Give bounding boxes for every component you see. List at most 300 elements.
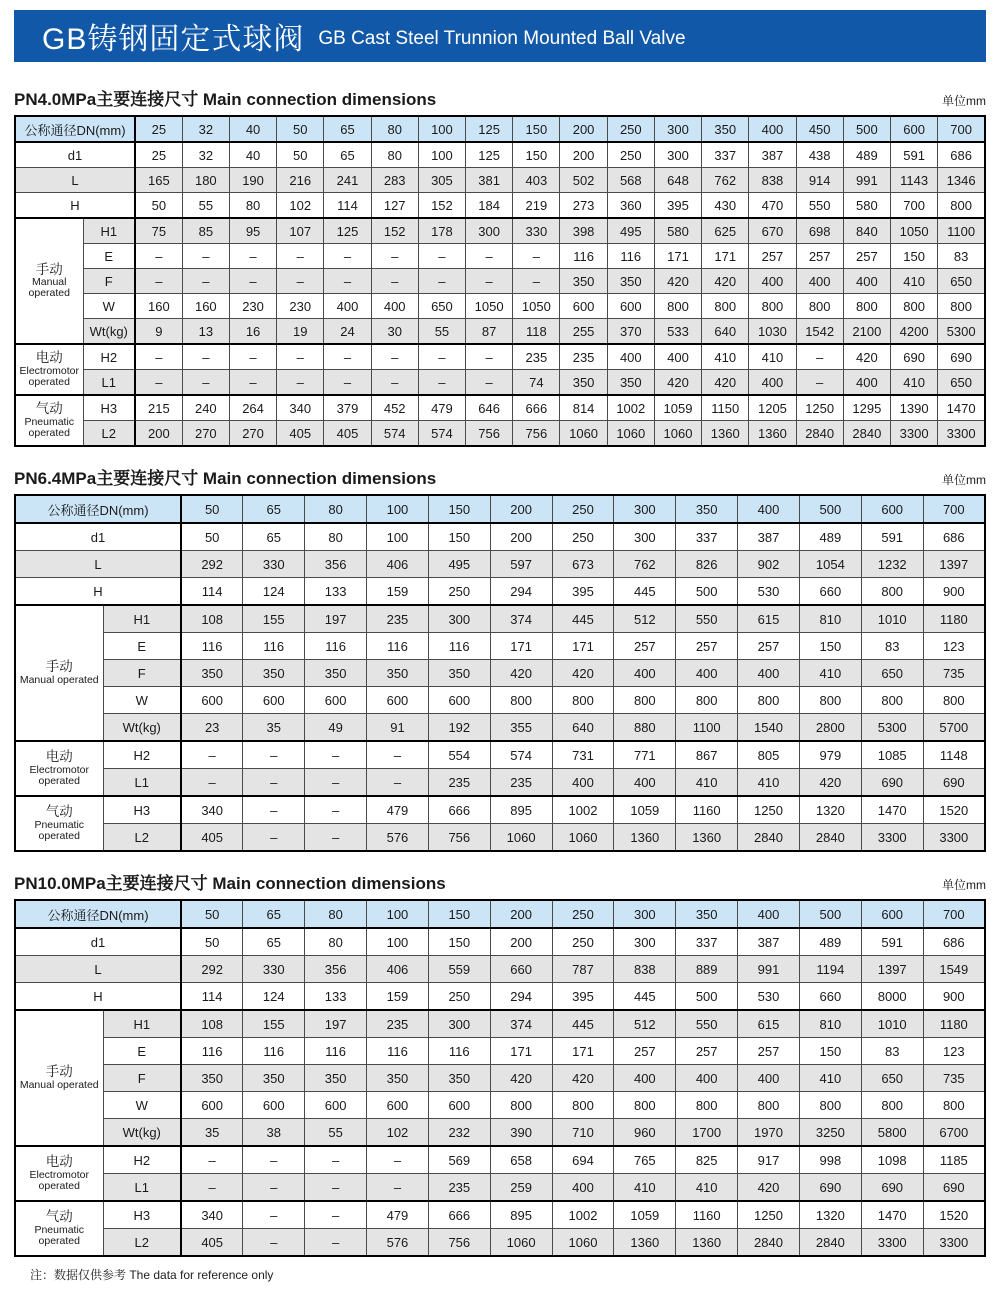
table-row	[15, 1038, 985, 1065]
value-cell: 1360	[676, 824, 738, 852]
value-cell: 2840	[738, 1229, 800, 1257]
section-header	[14, 869, 986, 894]
value-cell: 410	[799, 660, 861, 687]
value-cell: –	[277, 344, 324, 370]
value-cell: 200	[560, 142, 607, 168]
value-cell: 381	[466, 168, 513, 193]
value-cell: 1470	[861, 1201, 923, 1229]
dn-column-header: 50	[181, 495, 243, 523]
value-cell: 1010	[861, 1010, 923, 1038]
operation-group-label	[15, 741, 103, 796]
tables-container	[14, 85, 986, 1257]
value-cell: –	[243, 1174, 305, 1202]
value-cell: –	[324, 244, 371, 269]
row-label: F	[83, 269, 135, 294]
row-label: L1	[83, 370, 135, 396]
value-cell: 640	[702, 319, 749, 345]
value-cell: 800	[923, 1092, 985, 1119]
value-cell: 420	[843, 344, 890, 370]
row-label: H2	[103, 741, 181, 769]
value-cell: 400	[552, 1174, 614, 1202]
value-cell: 152	[418, 193, 465, 219]
value-cell: 800	[654, 294, 701, 319]
value-cell: 300	[428, 605, 490, 633]
value-cell: –	[277, 269, 324, 294]
value-cell: –	[305, 1146, 367, 1174]
dn-column-header: 250	[607, 116, 654, 142]
value-cell: 880	[614, 714, 676, 742]
value-cell: 400	[607, 344, 654, 370]
value-cell: 171	[490, 633, 552, 660]
group-label-en: Electromotor operated	[29, 1168, 90, 1192]
value-cell: 800	[938, 193, 985, 219]
value-cell: 600	[367, 1092, 429, 1119]
value-cell: 765	[614, 1146, 676, 1174]
value-cell: 257	[676, 1038, 738, 1065]
value-cell: 1360	[614, 824, 676, 852]
value-cell: 420	[702, 269, 749, 294]
dn-column-header: 65	[243, 900, 305, 928]
value-cell: –	[796, 344, 843, 370]
value-cell: 3250	[799, 1119, 861, 1147]
value-cell: 660	[799, 983, 861, 1011]
value-cell: 756	[466, 421, 513, 447]
value-cell: 756	[428, 824, 490, 852]
table-row	[15, 1146, 985, 1174]
value-cell: –	[418, 370, 465, 396]
group-label-en: Manual operated	[19, 673, 99, 686]
value-cell: 735	[923, 660, 985, 687]
page-title-en: GB Cast Steel Trunnion Mounted Ball Valve	[318, 28, 686, 49]
row-label: L2	[103, 1229, 181, 1257]
value-cell: 690	[799, 1174, 861, 1202]
value-cell: 13	[182, 319, 229, 345]
value-cell: 800	[749, 294, 796, 319]
value-cell: 825	[676, 1146, 738, 1174]
dn-column-header: 600	[861, 900, 923, 928]
value-cell: 574	[371, 421, 418, 447]
value-cell: 257	[749, 244, 796, 269]
value-cell: –	[181, 741, 243, 769]
value-cell: 762	[614, 551, 676, 578]
value-cell: 1160	[676, 796, 738, 824]
value-cell: 771	[614, 741, 676, 769]
value-cell: 1060	[560, 421, 607, 447]
value-cell: 800	[738, 687, 800, 714]
value-cell: 826	[676, 551, 738, 578]
value-cell: 625	[702, 218, 749, 244]
table-row	[15, 193, 985, 219]
value-cell: –	[182, 370, 229, 396]
value-cell: 257	[614, 1038, 676, 1065]
value-cell: 35	[181, 1119, 243, 1147]
value-cell: 400	[614, 660, 676, 687]
value-cell: 65	[324, 142, 371, 168]
value-cell: 1059	[614, 1201, 676, 1229]
dn-column-header: 300	[654, 116, 701, 142]
value-cell: 165	[135, 168, 182, 193]
value-cell: 512	[614, 1010, 676, 1038]
value-cell: 300	[466, 218, 513, 244]
row-label: E	[103, 633, 181, 660]
value-cell: –	[229, 344, 276, 370]
value-cell: 102	[367, 1119, 429, 1147]
value-cell: 787	[552, 956, 614, 983]
value-cell: 917	[738, 1146, 800, 1174]
value-cell: –	[243, 824, 305, 852]
table-row	[15, 523, 985, 551]
value-cell: 445	[614, 578, 676, 606]
footer-note: 注：数据仅供参考 The data for reference only	[30, 1268, 274, 1282]
value-cell: 1148	[923, 741, 985, 769]
row-label: L2	[103, 824, 181, 852]
value-cell: 400	[654, 344, 701, 370]
row-label: W	[103, 1092, 181, 1119]
value-cell: –	[243, 796, 305, 824]
dimensions-table	[14, 494, 986, 852]
page-title-zh: GB铸钢固定式球阀	[42, 23, 305, 56]
value-cell: 1060	[654, 421, 701, 447]
value-cell: 80	[305, 523, 367, 551]
value-cell: 133	[305, 578, 367, 606]
value-cell: 50	[277, 142, 324, 168]
app-header	[14, 10, 986, 62]
value-cell: 660	[799, 578, 861, 606]
table-row	[15, 605, 985, 633]
value-cell: 410	[676, 769, 738, 797]
value-cell: 1050	[891, 218, 938, 244]
value-cell: –	[371, 269, 418, 294]
value-cell: –	[243, 1201, 305, 1229]
dn-column-header: 400	[749, 116, 796, 142]
value-cell: 1250	[796, 395, 843, 421]
value-cell: 690	[861, 1174, 923, 1202]
value-cell: 2800	[799, 714, 861, 742]
value-cell: 1150	[702, 395, 749, 421]
value-cell: 400	[843, 269, 890, 294]
value-cell: –	[135, 344, 182, 370]
value-cell: 960	[614, 1119, 676, 1147]
dn-column-header: 500	[799, 495, 861, 523]
value-cell: 420	[654, 269, 701, 294]
value-cell: 200	[490, 523, 552, 551]
value-cell: 600	[428, 1092, 490, 1119]
value-cell: 810	[799, 1010, 861, 1038]
value-cell: 1346	[938, 168, 985, 193]
value-cell: –	[243, 1229, 305, 1257]
value-cell: 800	[552, 1092, 614, 1119]
value-cell: 24	[324, 319, 371, 345]
value-cell: 1540	[738, 714, 800, 742]
group-label-en: Electromotor operated	[29, 763, 90, 787]
value-cell: 75	[135, 218, 182, 244]
value-cell: 615	[738, 605, 800, 633]
value-cell: 250	[428, 578, 490, 606]
operation-group-label	[15, 605, 103, 741]
value-cell: 235	[490, 769, 552, 797]
dn-column-header: 350	[676, 495, 738, 523]
value-cell: 107	[277, 218, 324, 244]
value-cell: 489	[799, 523, 861, 551]
value-cell: 40	[229, 142, 276, 168]
value-cell: 580	[843, 193, 890, 219]
group-label-en: Pneumatic operated	[24, 415, 75, 439]
group-label-zh: 电动	[45, 749, 73, 765]
value-cell: 406	[367, 551, 429, 578]
unit-label: 单位mm	[942, 94, 986, 108]
value-cell: 400	[738, 660, 800, 687]
value-cell: 257	[614, 633, 676, 660]
table-section	[14, 869, 986, 1257]
row-label: d1	[15, 928, 181, 956]
value-cell: 356	[305, 551, 367, 578]
value-cell: 400	[614, 1065, 676, 1092]
value-cell: 698	[796, 218, 843, 244]
dn-column-header: 500	[799, 900, 861, 928]
value-cell: 159	[367, 578, 429, 606]
value-cell: 420	[738, 1174, 800, 1202]
value-cell: 150	[428, 523, 490, 551]
value-cell: 1180	[923, 1010, 985, 1038]
operation-group-label	[15, 1146, 103, 1201]
dn-column-header: 65	[243, 495, 305, 523]
value-cell: 23	[181, 714, 243, 742]
group-label-zh: 手动	[45, 1064, 73, 1080]
value-cell: 235	[560, 344, 607, 370]
value-cell: 398	[560, 218, 607, 244]
value-cell: 1059	[654, 395, 701, 421]
value-cell: 3300	[923, 1229, 985, 1257]
value-cell: 1160	[676, 1201, 738, 1229]
row-label: H3	[103, 796, 181, 824]
value-cell: 650	[861, 660, 923, 687]
dn-column-header: 32	[182, 116, 229, 142]
value-cell: 405	[277, 421, 324, 447]
value-cell: –	[418, 269, 465, 294]
value-cell: 800	[614, 1092, 676, 1119]
value-cell: 600	[560, 294, 607, 319]
value-cell: 800	[490, 1092, 552, 1119]
value-cell: –	[135, 269, 182, 294]
dn-column-header: 400	[738, 495, 800, 523]
value-cell: 257	[796, 244, 843, 269]
dn-label-cell: 公称通径DN(mm)	[15, 495, 181, 523]
table-row	[15, 344, 985, 370]
value-cell: 400	[676, 660, 738, 687]
dn-column-header: 400	[738, 900, 800, 928]
dn-column-header: 200	[560, 116, 607, 142]
row-label: L	[15, 168, 135, 193]
value-cell: 16	[229, 319, 276, 345]
value-cell: 735	[923, 1065, 985, 1092]
value-cell: 116	[243, 1038, 305, 1065]
value-cell: 3300	[861, 824, 923, 852]
table-header-row	[15, 495, 985, 523]
value-cell: 155	[243, 1010, 305, 1038]
value-cell: 259	[490, 1174, 552, 1202]
value-cell: 350	[367, 1065, 429, 1092]
value-cell: 800	[799, 687, 861, 714]
dimensions-table	[14, 899, 986, 1257]
value-cell: 178	[418, 218, 465, 244]
value-cell: 3300	[891, 421, 938, 447]
value-cell: –	[324, 370, 371, 396]
value-cell: 533	[654, 319, 701, 345]
value-cell: –	[305, 1174, 367, 1202]
value-cell: 1549	[923, 956, 985, 983]
value-cell: 1360	[749, 421, 796, 447]
value-cell: 3300	[938, 421, 985, 447]
row-label: H1	[83, 218, 135, 244]
section-header	[14, 464, 986, 489]
value-cell: 108	[181, 605, 243, 633]
value-cell: 116	[305, 1038, 367, 1065]
value-cell: 219	[513, 193, 560, 219]
value-cell: 250	[607, 142, 654, 168]
value-cell: –	[305, 1229, 367, 1257]
value-cell: 445	[552, 1010, 614, 1038]
value-cell: –	[305, 824, 367, 852]
value-cell: 5300	[938, 319, 985, 345]
value-cell: 576	[367, 824, 429, 852]
value-cell: 350	[560, 269, 607, 294]
value-cell: 1060	[490, 824, 552, 852]
value-cell: 116	[560, 244, 607, 269]
dn-column-header: 700	[938, 116, 985, 142]
value-cell: 241	[324, 168, 371, 193]
value-cell: 80	[229, 193, 276, 219]
value-cell: 114	[181, 983, 243, 1011]
value-cell: 190	[229, 168, 276, 193]
value-cell: 5300	[861, 714, 923, 742]
dn-column-header: 150	[513, 116, 560, 142]
value-cell: 8000	[861, 983, 923, 1011]
value-cell: 360	[607, 193, 654, 219]
value-cell: 350	[607, 269, 654, 294]
value-cell: 50	[181, 523, 243, 551]
value-cell: 85	[182, 218, 229, 244]
value-cell: 666	[428, 796, 490, 824]
value-cell: 374	[490, 1010, 552, 1038]
value-cell: 240	[182, 395, 229, 421]
value-cell: 800	[676, 687, 738, 714]
value-cell: 840	[843, 218, 890, 244]
value-cell: –	[182, 269, 229, 294]
value-cell: 666	[513, 395, 560, 421]
value-cell: 1320	[799, 796, 861, 824]
section-header	[14, 85, 986, 110]
row-label: L	[15, 551, 181, 578]
value-cell: 171	[654, 244, 701, 269]
value-cell: 650	[861, 1065, 923, 1092]
value-cell: 445	[614, 983, 676, 1011]
value-cell: –	[181, 1174, 243, 1202]
value-cell: 400	[324, 294, 371, 319]
value-cell: 979	[799, 741, 861, 769]
value-cell: 690	[923, 769, 985, 797]
value-cell: 800	[614, 687, 676, 714]
value-cell: 900	[923, 578, 985, 606]
value-cell: –	[135, 244, 182, 269]
value-cell: –	[371, 370, 418, 396]
value-cell: 591	[861, 523, 923, 551]
value-cell: 800	[490, 687, 552, 714]
table-row	[15, 168, 985, 193]
value-cell: –	[367, 741, 429, 769]
value-cell: 666	[428, 1201, 490, 1229]
value-cell: 1520	[923, 1201, 985, 1229]
group-label-zh: 气动	[45, 804, 73, 820]
value-cell: 264	[229, 395, 276, 421]
value-cell: 1295	[843, 395, 890, 421]
value-cell: 395	[552, 578, 614, 606]
value-cell: 420	[490, 660, 552, 687]
value-cell: 438	[796, 142, 843, 168]
value-cell: 74	[513, 370, 560, 396]
dn-column-header: 200	[490, 495, 552, 523]
value-cell: 379	[324, 395, 371, 421]
dn-column-header: 500	[843, 116, 890, 142]
row-label: d1	[15, 523, 181, 551]
dn-column-header: 350	[676, 900, 738, 928]
value-cell: 125	[466, 142, 513, 168]
value-cell: 838	[614, 956, 676, 983]
row-label: E	[103, 1038, 181, 1065]
value-cell: –	[324, 269, 371, 294]
group-label-zh: 手动	[35, 261, 63, 277]
value-cell: 650	[938, 269, 985, 294]
value-cell: 800	[861, 687, 923, 714]
value-cell: 489	[843, 142, 890, 168]
value-cell: –	[229, 269, 276, 294]
value-cell: 1397	[861, 956, 923, 983]
value-cell: 430	[702, 193, 749, 219]
value-cell: 100	[418, 142, 465, 168]
value-cell: 405	[181, 824, 243, 852]
value-cell: 800	[799, 1092, 861, 1119]
value-cell: 658	[490, 1146, 552, 1174]
value-cell: 116	[181, 1038, 243, 1065]
value-cell: 1002	[607, 395, 654, 421]
value-cell: –	[371, 344, 418, 370]
value-cell: 116	[428, 633, 490, 660]
value-cell: 731	[552, 741, 614, 769]
value-cell: 800	[923, 687, 985, 714]
value-cell: 127	[371, 193, 418, 219]
table-row	[15, 1010, 985, 1038]
dn-column-header: 250	[552, 495, 614, 523]
value-cell: 390	[490, 1119, 552, 1147]
value-cell: 83	[861, 1038, 923, 1065]
row-label: L	[15, 956, 181, 983]
table-header-row	[15, 116, 985, 142]
table-row	[15, 714, 985, 742]
dn-column-header: 700	[923, 495, 985, 523]
table-row	[15, 633, 985, 660]
value-cell: 102	[277, 193, 324, 219]
value-cell: 350	[243, 1065, 305, 1092]
value-cell: 83	[861, 633, 923, 660]
value-cell: 330	[243, 551, 305, 578]
dimensions-table	[14, 115, 986, 447]
row-label: W	[103, 687, 181, 714]
group-label-zh: 电动	[45, 1154, 73, 1170]
value-cell: 800	[843, 294, 890, 319]
value-cell: 600	[243, 687, 305, 714]
value-cell: 1059	[614, 796, 676, 824]
value-cell: 574	[490, 741, 552, 769]
table-row	[15, 1065, 985, 1092]
